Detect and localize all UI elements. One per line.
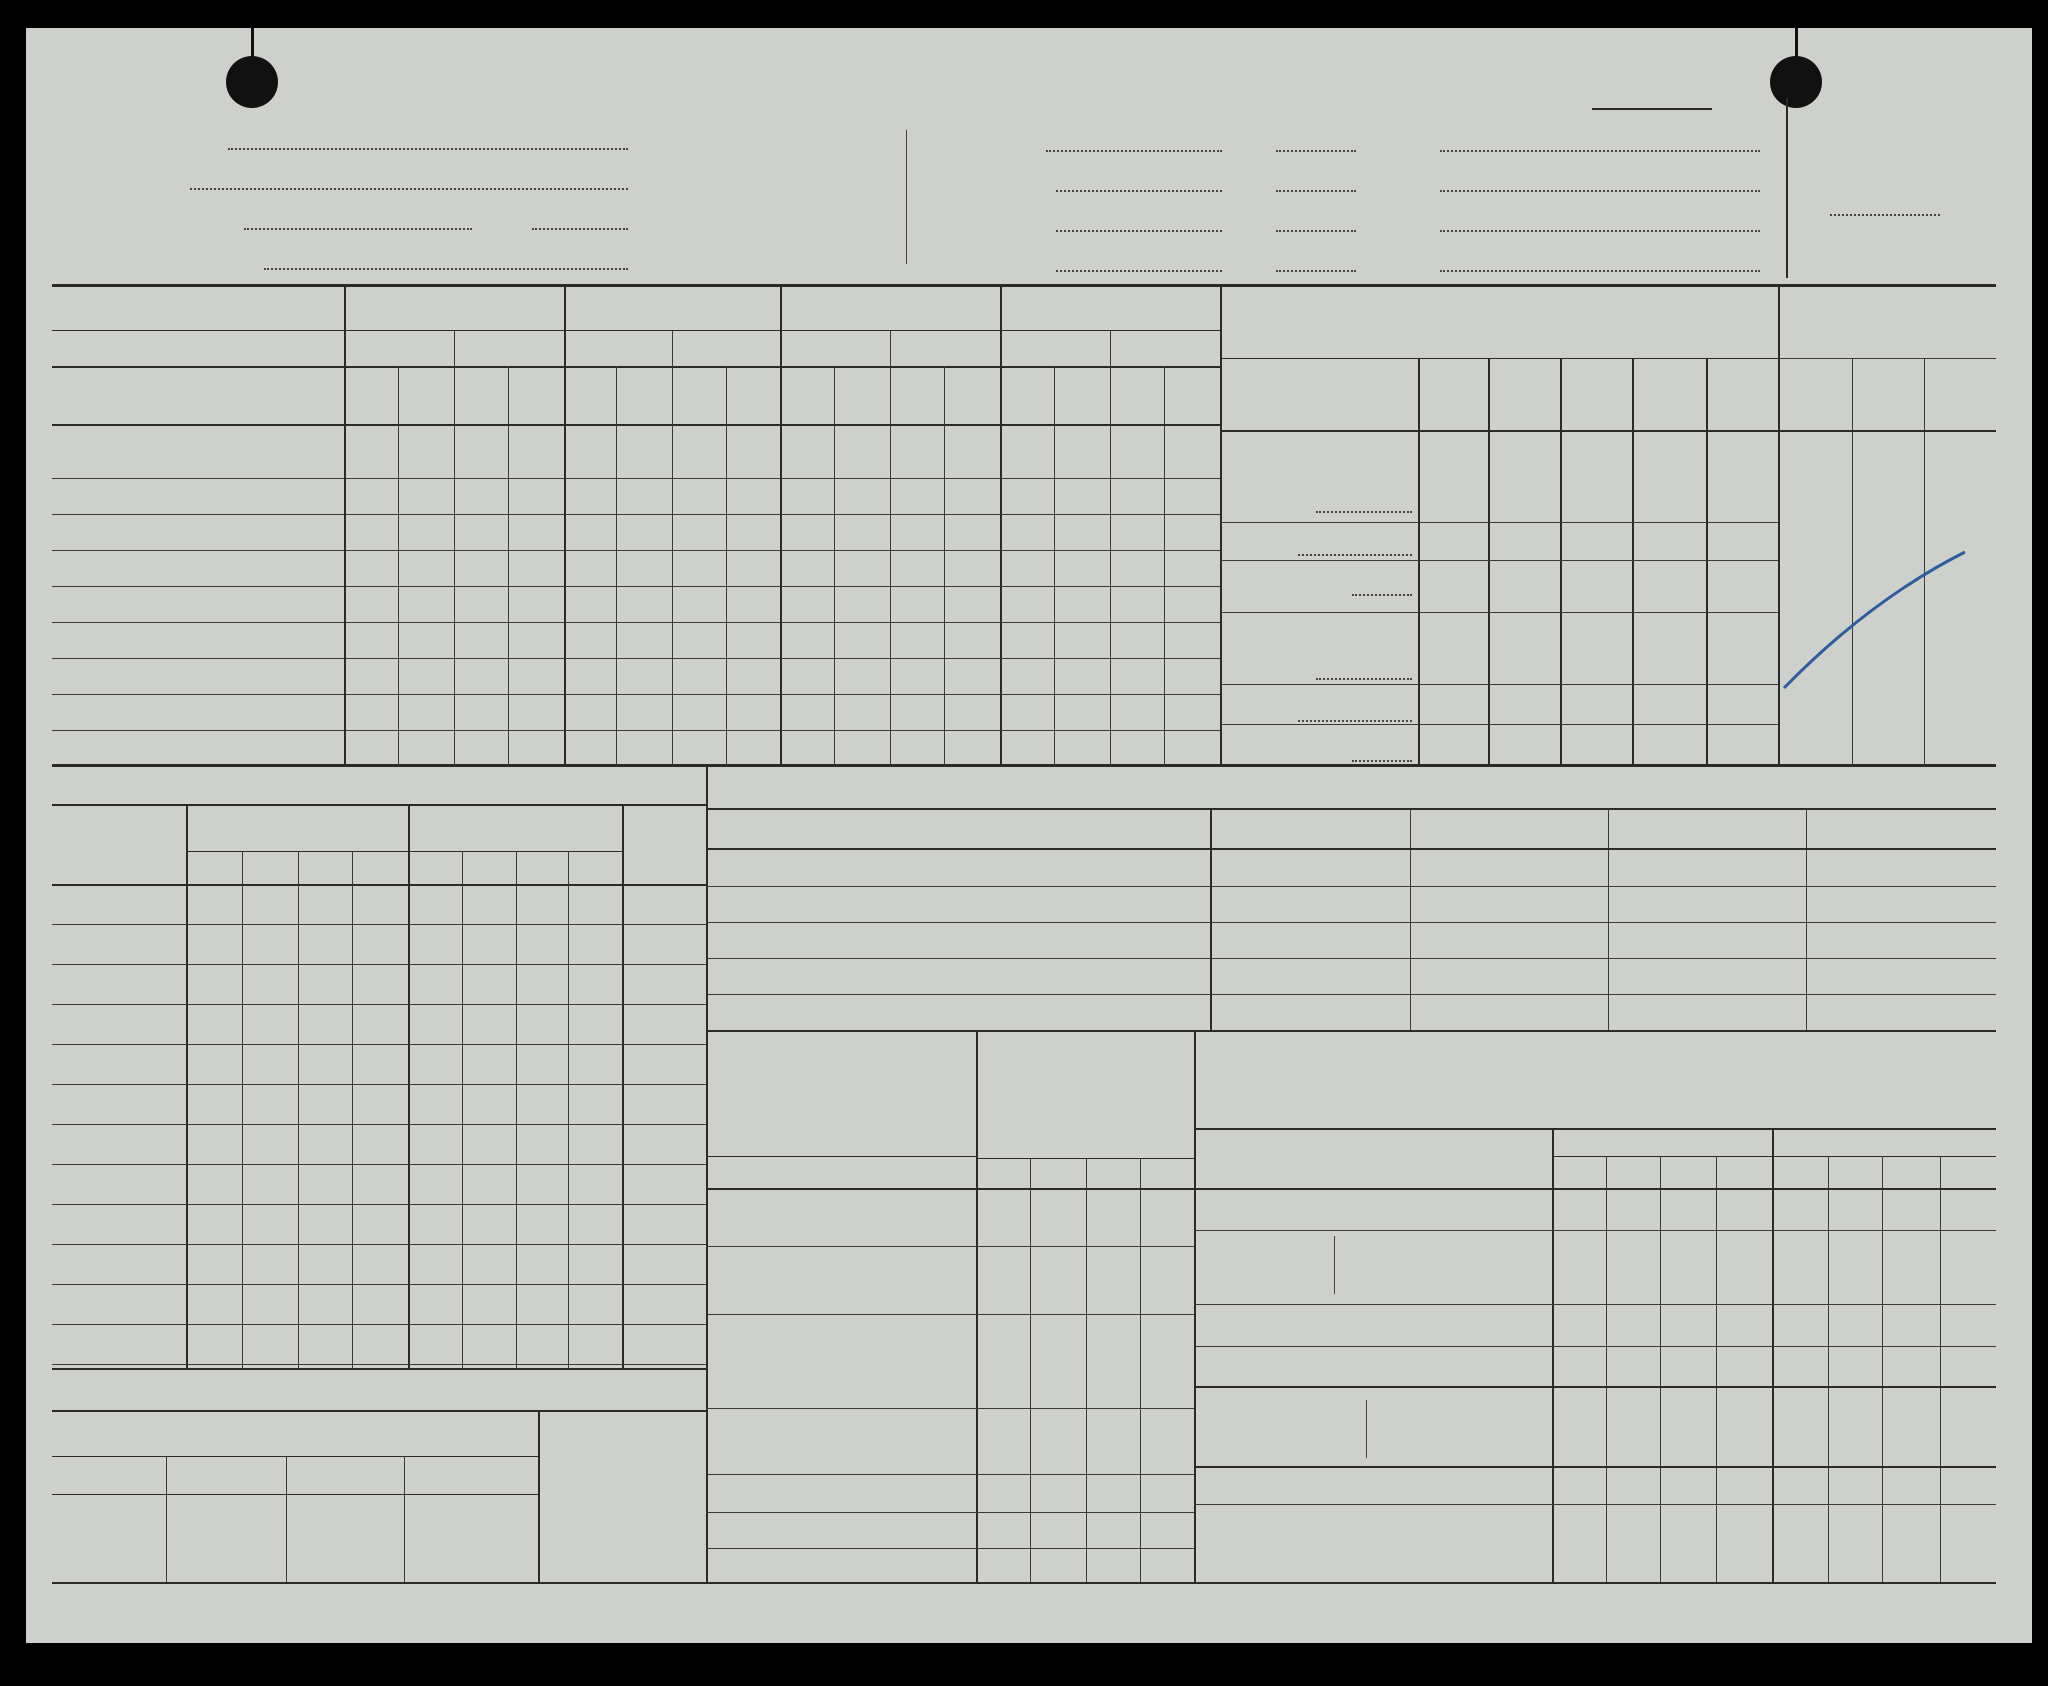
punch-hole-right <box>1770 56 1822 108</box>
punch-hole-left <box>226 56 278 108</box>
strike-through-line <box>1780 550 1980 700</box>
